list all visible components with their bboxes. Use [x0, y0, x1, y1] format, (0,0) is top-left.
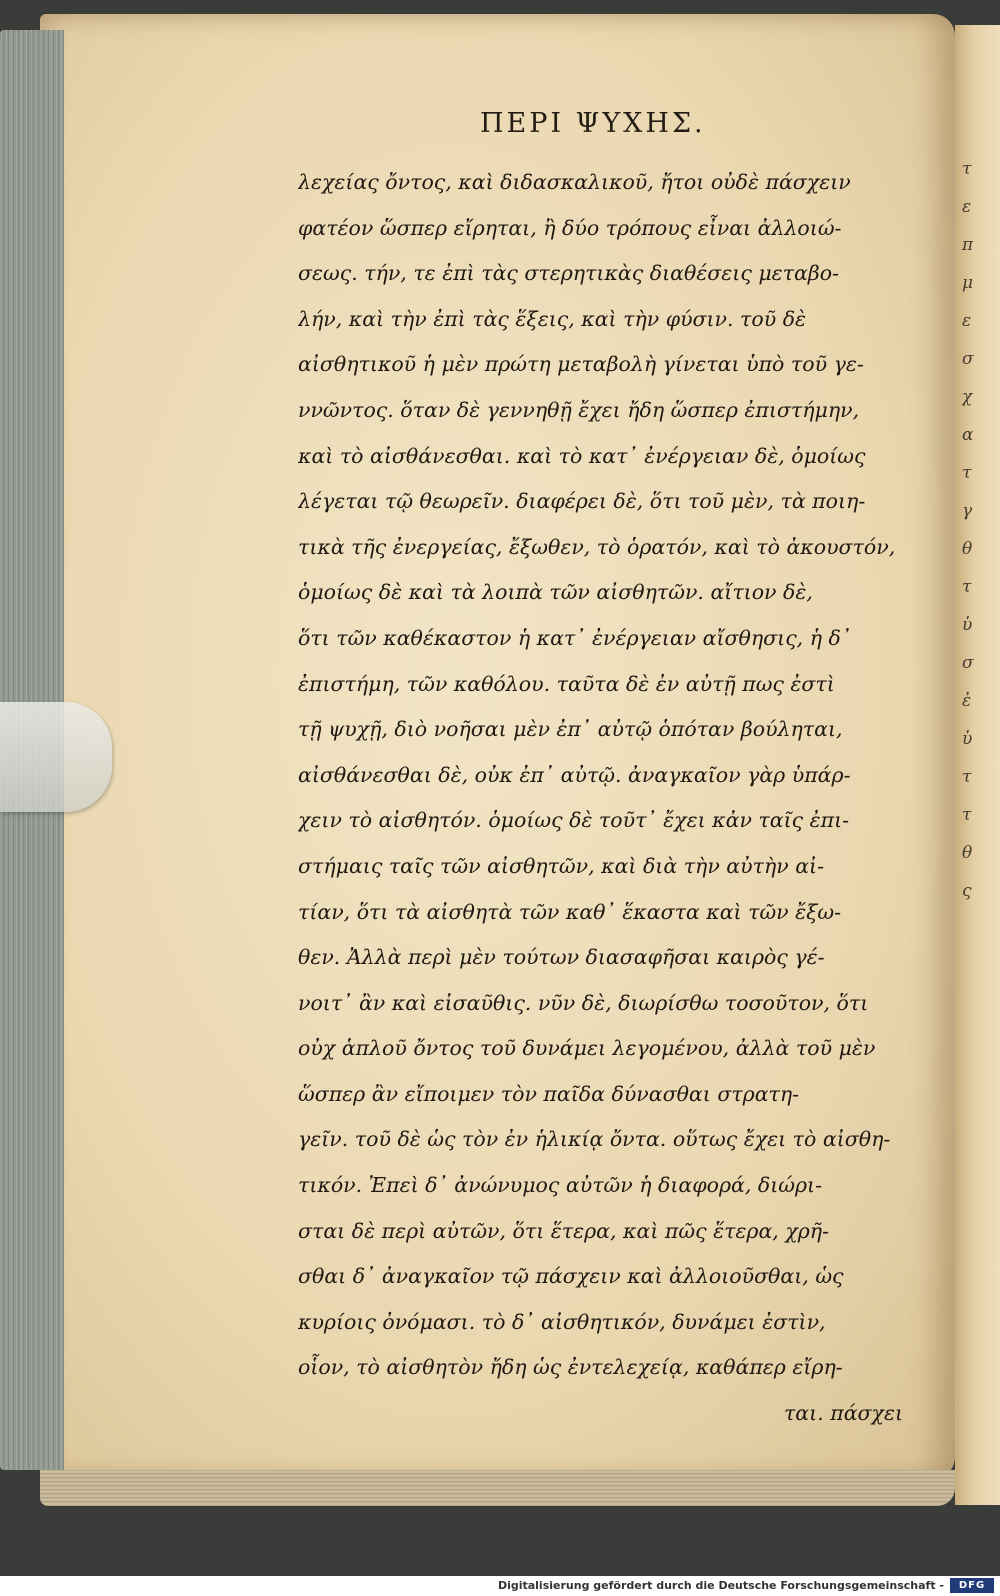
text-line: αἰσθάνεσθαι δὲ, οὐκ ἐπ᾽ αὐτῷ. ἀναγκαῖον γὰρ ὑπάρ- — [298, 762, 851, 787]
text-line: λήν, καὶ τὴν ἐπὶ τὰς ἕξεις, καὶ τὴν φύσιν. τοῦ δὲ — [298, 306, 807, 331]
dfg-logo: DFG — [950, 1578, 994, 1593]
text-line: τίαν, ὅτι τὰ αἰσθητὰ τῶν καθ᾽ ἕκαστα καὶ τῶν ἔξω- — [298, 899, 842, 924]
text-line: τῇ ψυχῇ, διὸ νοῆσαι μὲν ἐπ᾽ αὐτῷ ὁπόταν βούληται, — [298, 717, 843, 742]
facing-page-fragment: ε — [962, 311, 972, 331]
facing-page-fragment: π — [962, 235, 974, 255]
text-line: κυρίοις ὀνόμασι. τὸ δ᾽ αἰσθητικόν, δυνάμει ἐστὶν, — [298, 1309, 826, 1334]
text-line: οὐχ ἁπλοῦ ὄντος τοῦ δυνάμει λεγομένου, ἀλλὰ τοῦ μὲν — [298, 1036, 876, 1061]
text-line: σεως. τήν, τε ἐπὶ τὰς στερητικὰς διαθέσεις μεταβο- — [298, 261, 839, 286]
text-line: γεῖν. τοῦ δὲ ὡς τὸν ἐν ἡλικίᾳ ὄντα. οὕτως ἔχει τὸ αἰσθη- — [298, 1127, 891, 1152]
text-line: τικὰ τῆς ἐνεργείας, ἔξωθεν, τὸ ὁρατόν, καὶ τὸ ἀκουστόν, — [298, 534, 896, 559]
facing-page-fragment: μ — [962, 273, 974, 293]
facing-page-fragment: θ — [962, 843, 973, 863]
text-line: χειν τὸ αἰσθητόν. ὁμοίως δὲ τοῦτ᾽ ἔχει κἀν ταῖς ἐπι- — [298, 808, 850, 833]
text-line: οἷον, τὸ αἰσθητὸν ἤδη ὡς ἐντελεχείᾳ, καθάπερ εἴρη- — [298, 1355, 843, 1380]
text-line: θεν. Ἀλλὰ περὶ μὲν τούτων διασαφῆσαι καιρὸς γέ- — [298, 945, 825, 970]
facing-page-fragment: σ — [962, 349, 974, 369]
text-line: λέγεται τῷ θεωρεῖν. διαφέρει δὲ, ὅτι τοῦ μὲν, τὰ ποιη- — [298, 489, 866, 514]
facing-page-fragment: σ — [962, 653, 974, 673]
footer-credit: Digitalisierung gefördert durch die Deutsche Forschungsgemeinschaft - — [497, 1579, 944, 1592]
text-line: ται. πάσχει — [783, 1401, 903, 1426]
facing-page-fragment: τ — [962, 159, 972, 179]
text-line: ὁμοίως δὲ καὶ τὰ λοιπὰ τῶν αἰσθητῶν. αἴτιον δὲ, — [298, 580, 813, 605]
facing-page-fragment: α — [962, 425, 974, 445]
text-line: λεχείας ὄντος, καὶ διδασκαλικοῦ, ἤτοι οὐδὲ πάσχειν — [298, 170, 851, 194]
text-line: ὅτι τῶν καθέκαστον ἡ κατ᾽ ἐνέργειαν αἴσθησις, ἡ δ᾽ — [298, 625, 852, 650]
text-block — [298, 160, 913, 1426]
text-line: φατέον ὥσπερ εἴρηται, ἢ δύο τρόπους εἶναι ἀλλοιώ- — [298, 215, 842, 240]
text-line: σται δὲ περὶ αὐτῶν, ὅτι ἕτερα, καὶ πῶς ἕτερα, χρῆ- — [298, 1218, 830, 1243]
facing-page-fragment: θ — [962, 539, 973, 559]
text-line: ννῶντος. ὅταν δὲ γεννηθῇ ἔχει ἤδη ὥσπερ ἐπιστήμην, — [298, 397, 860, 422]
text-line: στήμαις ταῖς τῶν αἰσθητῶν, καὶ διὰ τὴν αὐτὴν αἰ- — [298, 853, 825, 878]
facing-page-fragment: ἐ — [962, 691, 972, 711]
facing-page-fragment: τ — [962, 577, 972, 597]
facing-page-fragment: τ — [962, 805, 972, 825]
facing-page-fragment: τ — [962, 463, 972, 483]
facing-page-fragment: τ — [962, 767, 972, 787]
facing-page-fragment: χ — [962, 387, 973, 407]
page-bottom-edges — [40, 1470, 955, 1506]
footer-bar — [0, 1576, 1000, 1596]
text-line: καὶ τὸ αἰσθάνεσθαι. καὶ τὸ κατ᾽ ἐνέργειαν δὲ, ὁμοίως — [298, 443, 866, 468]
text-line: σθαι δ᾽ ἀναγκαῖον τῷ πάσχειν καὶ ἀλλοιοῦσθαι, ὡς — [298, 1264, 844, 1289]
text-line: ἐπιστήμη, τῶν καθόλου. ταῦτα δὲ ἐν αὐτῇ πως ἐστὶ — [298, 671, 835, 696]
facing-page-fragment: ὑ — [962, 615, 973, 635]
text-line: νοιτ᾽ ἂν καὶ εἰσαῦθις. νῦν δὲ, διωρίσθω τοσοῦτον, ὅτι — [298, 990, 869, 1015]
text-line: τικόν. Ἐπεὶ δ᾽ ἀνώνυμος αὐτῶν ἡ διαφορά, διώρι- — [298, 1173, 822, 1198]
facing-page-fragment: ὑ — [962, 729, 973, 749]
text-line: αἰσθητικοῦ ἡ μὲν πρώτη μεταβολὴ γίνεται ὑπὸ τοῦ γε- — [298, 352, 864, 377]
bookmark-tab — [0, 702, 112, 812]
facing-page-fragment: ς — [962, 881, 972, 901]
facing-page-text — [962, 150, 1000, 1250]
running-header: ΠΕΡΙ ΨΥΧΗΣ. — [480, 108, 706, 139]
facing-page-fragment: ε — [962, 197, 972, 217]
facing-page-fragment: γ — [962, 501, 973, 521]
text-line: ὥσπερ ἂν εἴποιμεν τὸν παῖδα δύνασθαι στρατη- — [298, 1081, 800, 1106]
